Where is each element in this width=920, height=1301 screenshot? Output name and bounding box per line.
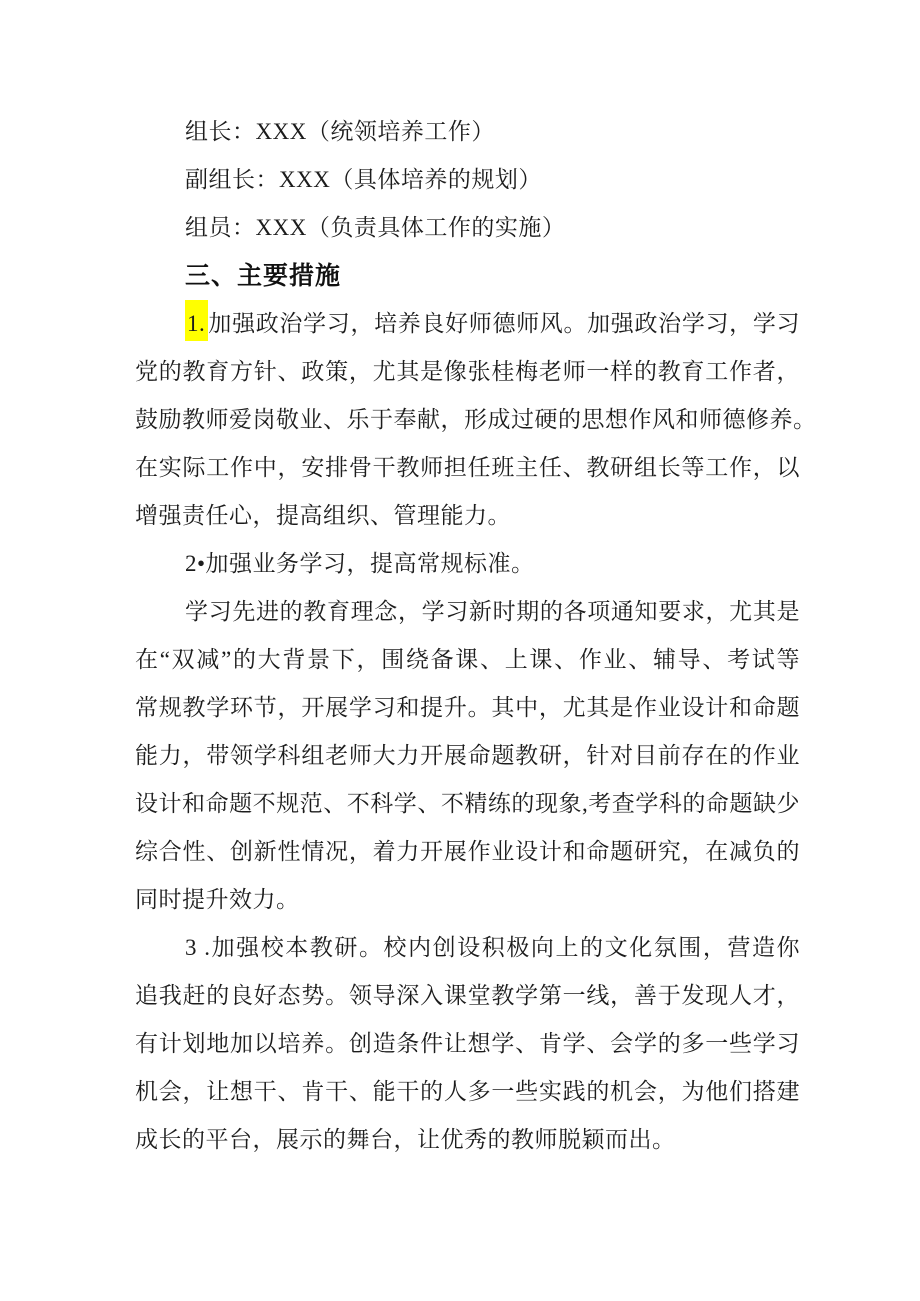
- measure1-line: 增强责任心，提高组织、管理能力。: [135, 503, 511, 528]
- measure3-line: 3 .加强校本教研。校内创设积极向上的文化氛围，营造你: [185, 935, 800, 960]
- team-leader-line: 组长：XXX（统领培养工作）: [185, 119, 495, 144]
- measure2-line: 常规教学环节，开展学习和提升。其中，尤其是作业设计和命题: [135, 695, 800, 720]
- measure1-line: [135, 300, 800, 348]
- measure2-line: 学习先进的教育理念，学习新时期的各项通知要求，尤其是: [185, 599, 800, 624]
- highlight-mark-number: 1.: [185, 300, 208, 341]
- measure1-line: 鼓励教师爱岗敬业、乐于奉献，形成过硬的思想作风和师德修养。: [135, 407, 817, 432]
- measure2-line: 同时提升效力。: [135, 887, 300, 912]
- measure2-line: 综合性、创新性情况，着力开展作业设计和命题研究，在减负的: [135, 839, 800, 864]
- measure3-line: 成长的平台，展示的舞台，让优秀的教师脱颖而出。: [135, 1127, 676, 1152]
- measure2-line: 设计和命题不规范、不科学、不精练的现象,考查学科的命题缺少: [135, 791, 800, 816]
- section-heading-main-measures: 三、主要措施: [185, 262, 342, 290]
- team-deputy-line: 副组长：XXX（具体培养的规划）: [185, 167, 542, 192]
- measure1-text: 加强政治学习，培养良好师德师风。加强政治学习，学习: [208, 311, 800, 336]
- measure2-heading-line: 2•加强业务学习，提高常规标准。: [185, 551, 535, 576]
- measure1-line: 党的教育方针、政策，尤其是像张桂梅老师一样的教育工作者，: [135, 359, 800, 384]
- measure3-line: 有计划地加以培养。创造条件让想学、肯学、会学的多一些学习: [135, 1031, 800, 1056]
- measure2-line: 在“双减”的大背景下，围绕备课、上课、作业、辅导、考试等: [135, 647, 800, 672]
- measure3-line: 机会，让想干、肯干、能干的人多一些实践的机会，为他们搭建: [135, 1079, 800, 1104]
- measure3-line: 追我赶的良好态势。领导深入课堂教学第一线，善于发现人才，: [135, 983, 800, 1008]
- measure1-line: 在实际工作中，安排骨干教师担任班主任、教研组长等工作，以: [135, 455, 800, 480]
- team-members-line: 组员：XXX（负责具体工作的实施）: [185, 215, 566, 240]
- measure2-line: 能力，带领学科组老师大力开展命题教研，针对目前存在的作业: [135, 743, 800, 768]
